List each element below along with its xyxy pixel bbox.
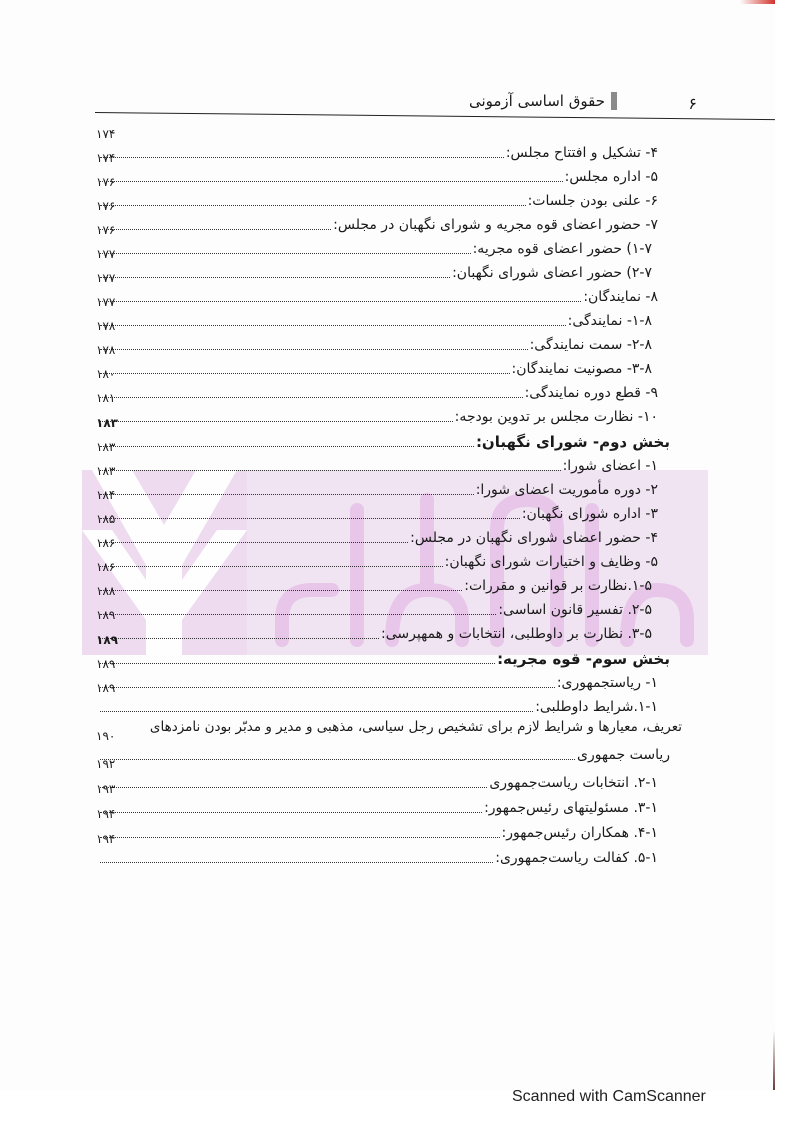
toc-dot-leader <box>100 758 575 760</box>
scan-edge-mark <box>740 0 775 4</box>
toc-entry-page: ۱۷۷ <box>96 247 116 261</box>
camscanner-footer: Scanned with CamScanner <box>512 1088 706 1105</box>
toc-entry-page: ۱۸۶ <box>96 536 116 550</box>
toc-entry-title: ۹- قطع دوره نمایندگی: <box>524 385 658 401</box>
toc-entry-page: ۱۸۵ <box>96 512 116 526</box>
toc-entry-title: ۱-۷) حضور اعضای قوه مجریه: <box>472 241 652 257</box>
toc-entry[interactable] <box>96 757 670 792</box>
toc-entry-page: ۱۸۹ <box>96 657 116 671</box>
toc-dot-leader <box>100 252 471 254</box>
toc-entry-title: ۴-۱. همکاران رئیس‌جمهور: <box>501 825 658 841</box>
toc-entry-page: ۱۸۹ <box>96 608 116 622</box>
toc-entry-title: ۵- وظایف و اختیارات شورای نگهبان: <box>444 554 658 570</box>
toc-entry-page: ۱۹۴ <box>96 832 116 846</box>
toc-entry-page: ۱۸۳ <box>96 416 118 430</box>
toc-entry-title: ۲-۱. انتخابات ریاست‌جمهوری <box>489 775 658 791</box>
toc-entry-title: ۳-۸- مصونیت نمایندگان: <box>511 361 652 377</box>
scan-edge-mark <box>773 1030 775 1090</box>
toc-dot-leader <box>100 861 493 863</box>
toc-dot-leader <box>100 324 566 326</box>
toc-entry-title: ۳-۵. نظارت بر داوطلبی، انتخابات و همهپرسی: <box>381 626 652 642</box>
page-number: ۶ <box>688 94 697 113</box>
toc-entry-title: ۱- ریاستجمهوری: <box>556 675 658 691</box>
toc-entry-title-continued: ریاست جمهوری <box>576 747 670 763</box>
toc-entry-title: ۲- دوره مأموریت اعضای شورا: <box>475 482 658 498</box>
toc-entry-page: ۱۷۶ <box>96 223 116 237</box>
toc-dot-leader <box>100 493 474 495</box>
toc-entry-page: ۱۸۳ <box>96 440 116 454</box>
toc-entry-page: ۱۸۶ <box>96 560 116 574</box>
toc-entry-page: ۱۸۳ <box>96 464 116 478</box>
toc-dot-leader <box>100 300 581 302</box>
toc-dot-leader <box>100 786 487 788</box>
toc-entry-title: ۴- تشکیل و افتتاح مجلس: <box>505 145 658 161</box>
toc-entry-title: ۵-۱. کفالت ریاست‌جمهوری: <box>495 850 658 866</box>
toc-entry-page: ۱۹۴ <box>96 807 116 821</box>
toc-entry-title: ۱۰- نظارت مجلس بر تدوین بودجه: <box>454 409 658 425</box>
toc-entry-page: ۱۷۶ <box>96 199 116 213</box>
toc-dot-leader <box>100 469 561 471</box>
toc-entry-title: تعریف، معیارها و شرایط لازم برای تشخیص رجل سیاسی، مذهبی و مدیر و مدبّر بودن نامزدهای <box>149 719 682 735</box>
toc-entry-title: ۱-۵.نظارت بر قوانین و مقررات: <box>464 578 652 594</box>
toc-entry-title: ۳- اداره شورای نگهبان: <box>521 506 658 522</box>
toc-entry-page: ۱۸۹ <box>96 681 116 695</box>
toc-dot-leader <box>100 348 528 350</box>
toc-dot-leader <box>100 811 482 813</box>
toc-entry-title: ۱- اعضای شورا: <box>562 458 658 474</box>
toc-entry-title: ۴- حضور اعضای شورای نگهبان در مجلس: <box>410 530 658 546</box>
toc-entry-page: ۱۷۸ <box>96 319 116 333</box>
toc-dot-leader <box>100 541 408 543</box>
toc-dot-leader <box>100 662 495 664</box>
toc-entry-page: ۱۷۶ <box>96 175 116 189</box>
toc-dot-leader <box>100 517 520 519</box>
toc-entry-page: ۱۸۸ <box>96 584 116 598</box>
toc-entry-page: ۱۸۰ <box>96 367 116 381</box>
toc-dot-leader <box>100 686 555 688</box>
toc-entry-page: ۱۷۴ <box>96 151 116 165</box>
toc-dot-leader <box>100 589 462 591</box>
toc-dot-leader <box>100 637 379 639</box>
toc-entry-title: ۲-۸- سمت نمایندگی: <box>529 337 652 353</box>
toc-entry-title: ۲-۵. تفسیر قانون اساسی: <box>498 602 652 618</box>
toc-dot-leader <box>100 565 443 567</box>
toc-dot-leader <box>100 445 474 447</box>
toc-entry-title: بخش سوم- قوه مجریه: <box>497 650 670 668</box>
toc-entry-page: ۱۸۱ <box>96 391 116 405</box>
toc-dot-leader <box>100 613 496 615</box>
toc-dot-leader <box>100 276 450 278</box>
toc-dot-leader <box>100 180 563 182</box>
toc-entry-title: بخش دوم- شورای نگهبان: <box>475 433 670 451</box>
toc-entry-title: ۶- علنی بودن جلسات: <box>527 193 658 209</box>
toc-entry-title: ۲-۷) حضور اعضای شورای نگهبان: <box>452 265 652 281</box>
toc-entry-page: ۱۹۳ <box>96 782 116 796</box>
toc-dot-leader <box>100 372 510 374</box>
toc-entry-title: ۱-۸- نمایندگی: <box>567 313 652 329</box>
toc-entry-title: ۵- اداره مجلس: <box>564 169 658 185</box>
toc-entry-title: ۷- حضور اعضای قوه مجریه و شورای نگهبان در مجلس: <box>333 217 658 233</box>
toc-entry-page: ۱۷۸ <box>96 343 116 357</box>
toc-entry-page: ۱۷۴ <box>96 127 116 141</box>
toc-entry-page: ۱۷۷ <box>96 295 116 309</box>
toc-entry-title: ۸- نمایندگان: <box>583 289 658 305</box>
running-header-title: حقوق اساسی آزمونی <box>469 92 617 110</box>
toc-entry-page: ۱۸۹ <box>96 633 118 647</box>
toc-entry-page: ۱۹۲ <box>96 757 116 771</box>
toc-dot-leader <box>100 204 526 206</box>
toc-entry-title: ۳-۱. مسئولیتهای رئیس‌جمهور: <box>484 800 658 816</box>
toc-dot-leader <box>100 396 523 398</box>
toc-dot-leader <box>100 420 453 422</box>
toc-entry-page: ۱۷۷ <box>96 271 116 285</box>
toc-dot-leader <box>100 228 331 230</box>
header-rule <box>95 112 775 120</box>
toc-entry[interactable] <box>96 127 670 162</box>
toc-dot-leader <box>100 156 504 158</box>
toc-entry-page: ۱۸۴ <box>96 488 116 502</box>
toc-entry-title: ۱-۱.شرایط داوطلبی: <box>535 699 658 715</box>
toc-entry-page: ۱۹۰ <box>96 729 116 743</box>
toc-dot-leader <box>100 836 500 838</box>
toc-dot-leader <box>100 710 533 712</box>
toc-entry-first-line[interactable] <box>98 716 682 736</box>
